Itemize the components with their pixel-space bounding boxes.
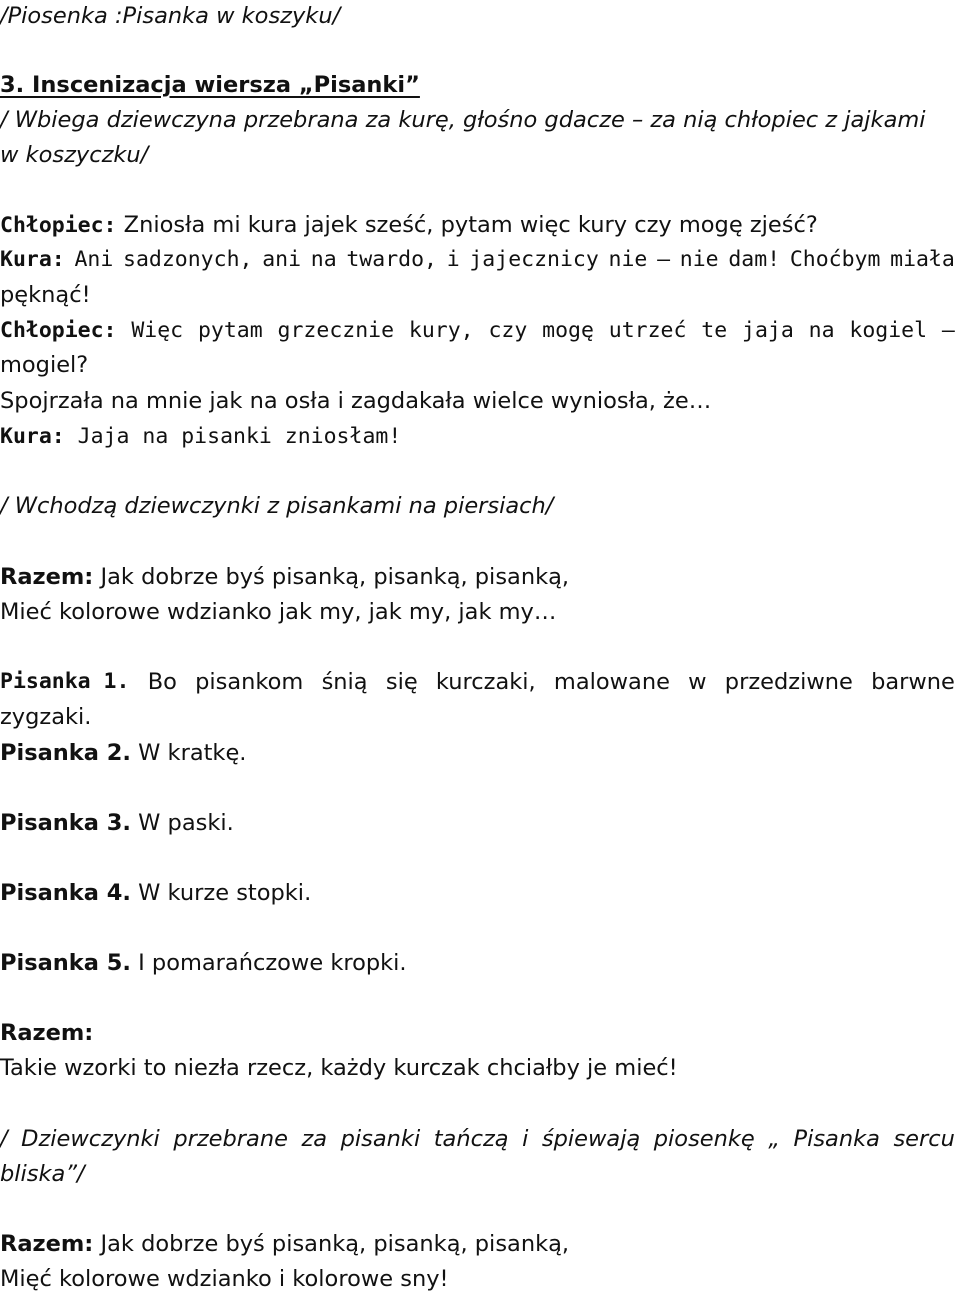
word: kogiel <box>849 318 928 343</box>
word: dam! <box>728 247 781 272</box>
speaker-label: Pisanka 4. <box>0 880 131 906</box>
word: – <box>657 247 671 272</box>
word: grzecznie <box>277 318 395 343</box>
speaker-label: Razem: <box>0 1231 94 1257</box>
word: śnią <box>321 669 368 695</box>
word: na <box>808 318 835 343</box>
word: Ani <box>74 247 114 272</box>
dialogue-text: Zniosła mi kura jajek sześć, pytam więc kury czy mogę zjeść? <box>116 212 818 238</box>
word: nie <box>679 247 719 272</box>
word: pisankom <box>195 669 304 695</box>
word: Bo <box>147 669 177 695</box>
word: kury, <box>408 318 474 343</box>
speaker-label: Pisanka 1. <box>0 669 130 694</box>
word: utrzeć <box>608 318 687 343</box>
dialogue-text: W paski. <box>130 810 234 836</box>
section-heading: 3. Inscenizacja wiersza „Pisanki” <box>0 72 420 98</box>
dialogue-line-justified <box>0 243 955 277</box>
word: piosenkę <box>653 1126 755 1152</box>
narration-line: Spojrzała na mnie jak na osła i zagdakała wielce wyniosła, że… <box>0 388 712 414</box>
speaker-label: Pisanka 2. <box>0 740 131 766</box>
word: mogę <box>542 318 594 343</box>
word: pisanki <box>340 1126 421 1152</box>
word: śpiewają <box>541 1126 641 1152</box>
word: „ <box>768 1126 780 1152</box>
speaker-label: Razem: <box>0 1020 94 1046</box>
stage-direction-line-2: w koszyczku/ <box>0 142 149 168</box>
word: Choćbym <box>789 247 881 272</box>
dialogue-line <box>0 1227 955 1261</box>
word: i <box>522 1126 529 1152</box>
word: twardo, <box>346 247 437 272</box>
dialogue-line <box>0 419 955 454</box>
word: się <box>385 669 418 695</box>
word: przebrane <box>173 1126 288 1152</box>
word: Więc <box>131 318 184 343</box>
dialogue-line <box>0 806 955 840</box>
dialogue-line <box>0 208 955 243</box>
word: za <box>301 1126 328 1152</box>
dialogue-text: Jak dobrze byś pisanką, pisanką, pisanką, <box>93 564 570 590</box>
dialogue-line <box>0 560 955 594</box>
word: i <box>446 247 460 272</box>
speaker-label: Chłopiec: <box>0 318 117 343</box>
dialogue-line <box>0 736 955 770</box>
word: czy <box>488 318 528 343</box>
speaker-label: Kura: <box>0 424 65 449</box>
stage-direction: / Wchodzą dziewczynki z pisankami na piersiach/ <box>0 493 554 519</box>
speaker-label: Pisanka 3. <box>0 810 131 836</box>
speaker-label: Pisanka 5. <box>0 950 131 976</box>
word: malowane <box>553 669 670 695</box>
word: na <box>310 247 337 272</box>
word: w <box>688 669 707 695</box>
song-note: /Piosenka :Pisanka w koszyku/ <box>0 3 341 29</box>
word: miała <box>890 247 955 272</box>
dialogue-line-justified <box>0 665 955 699</box>
word: te <box>701 318 728 343</box>
word: barwne <box>871 669 955 695</box>
dialogue-continuation: zygzaki. <box>0 704 92 730</box>
word: / <box>0 1126 8 1152</box>
dialogue-line <box>0 876 955 910</box>
word: kurczaki, <box>435 669 536 695</box>
word: ani <box>262 247 302 272</box>
word: pytam <box>197 318 263 343</box>
word: Dziewczynki <box>21 1126 160 1152</box>
speaker-label: Chłopiec: <box>0 213 117 238</box>
word: – <box>941 318 955 343</box>
dialogue-line <box>0 946 955 980</box>
word: sadzonych, <box>123 247 253 272</box>
dialogue-continuation: pęknąć! <box>0 282 91 308</box>
dialogue-text: Jak dobrze byś pisanką, pisanką, pisanką, <box>93 1231 570 1257</box>
dialogue-text: Jaja na pisanki zniosłam! <box>64 424 402 449</box>
stage-direction-justified <box>0 1122 955 1156</box>
dialogue-continuation: Mięć kolorowe wdzianko i kolorowe sny! <box>0 1266 449 1292</box>
word: tańczą <box>433 1126 509 1152</box>
dialogue-line-justified <box>0 314 955 348</box>
stage-direction-continuation: bliska”/ <box>0 1161 85 1187</box>
word: przedziwne <box>724 669 853 695</box>
stage-direction-line-1: / Wbiega dziewczyna przebrana za kurę, głośno gdacze – za nią chłopiec z jajkami <box>0 107 926 133</box>
speaker-label: Razem: <box>0 564 94 590</box>
word: sercu <box>893 1126 955 1152</box>
word: Pisanka <box>793 1126 880 1152</box>
word: nie <box>608 247 648 272</box>
dialogue-text: W kurze stopki. <box>130 880 312 906</box>
dialogue-text: I pomarańczowe kropki. <box>130 950 407 976</box>
dialogue-text: W kratkę. <box>130 740 247 766</box>
dialogue-continuation: Mieć kolorowe wdzianko jak my, jak my, jak my… <box>0 599 557 625</box>
word: jaja <box>742 318 794 343</box>
dialogue-continuation: mogiel? <box>0 352 89 378</box>
speaker-label: Kura: <box>0 247 65 272</box>
dialogue-text: Takie wzorki to niezła rzecz, każdy kurczak chciałby je mieć! <box>0 1055 678 1081</box>
word: jajecznicy <box>469 247 599 272</box>
